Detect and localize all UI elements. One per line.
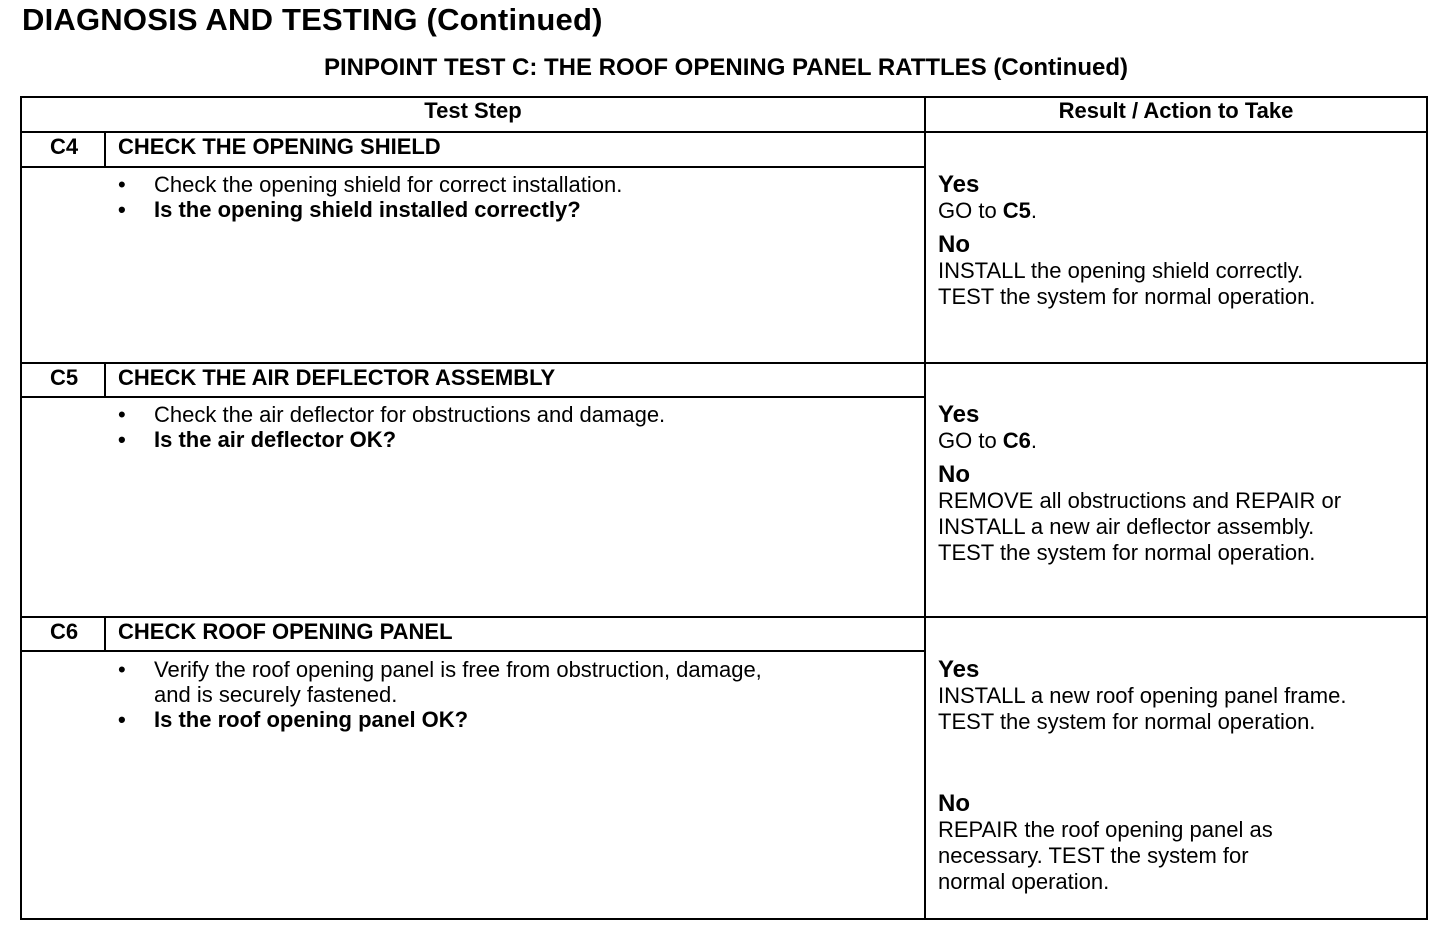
step-instructions xyxy=(112,657,912,732)
yes-label: Yes xyxy=(938,401,980,428)
step-title: CHECK ROOF OPENING PANEL xyxy=(118,619,453,644)
test-subtitle-text: PINPOINT TEST C: THE ROOF OPENING PANEL RATTLES (Continued) xyxy=(324,54,1128,81)
yes-label: Yes xyxy=(938,656,980,683)
yes-action-text: GO to xyxy=(938,428,1003,453)
no-action-line: REPAIR the roof opening panel as xyxy=(938,817,1273,842)
yes-action xyxy=(938,198,1424,224)
no-action-line: REMOVE all obstructions and REPAIR or xyxy=(938,488,1342,513)
column-header-result: Result / Action to Take xyxy=(1058,98,1294,123)
step-title: CHECK THE OPENING SHIELD xyxy=(118,134,441,159)
no-action-line: necessary. TEST the system for xyxy=(938,843,1249,868)
no-action-line: normal operation. xyxy=(938,869,1110,894)
no-action-line: TEST the system for normal operation. xyxy=(938,540,1316,565)
step-row-divider xyxy=(21,362,1427,364)
yes-action xyxy=(938,428,1424,454)
no-label: No xyxy=(938,790,970,817)
goto-step-link[interactable]: C5 xyxy=(1002,198,1031,223)
step-title: CHECK THE AIR DEFLECTOR ASSEMBLY xyxy=(118,365,556,390)
no-action-line: INSTALL a new air deflector assembly. xyxy=(938,514,1315,539)
step-row-divider xyxy=(21,616,1427,618)
instruction-question: • Is the roof opening panel OK? xyxy=(112,707,912,732)
step-title-divider xyxy=(21,650,925,652)
yes-action-end: . xyxy=(1030,198,1038,223)
column-header-test-step: Test Step xyxy=(424,98,522,123)
step-id: C5 xyxy=(49,365,79,390)
test-subtitle xyxy=(0,54,1456,82)
step-result xyxy=(938,172,1424,310)
no-label: No xyxy=(938,461,970,488)
no-label: No xyxy=(938,231,970,258)
instruction-item: • Check the opening shield for correct installation. xyxy=(112,172,912,197)
yes-action-text: GO to xyxy=(938,198,1003,223)
step-instructions xyxy=(112,402,912,452)
yes-action-line: TEST the system for normal operation. xyxy=(938,709,1316,734)
no-action-line: INSTALL the opening shield correctly. xyxy=(938,258,1304,283)
step-result-no xyxy=(938,791,1424,895)
instruction-line: Verify the roof opening panel is free from obstruction, damage, xyxy=(154,657,762,682)
yes-action-end: . xyxy=(1030,428,1038,453)
step-result xyxy=(938,402,1424,566)
page-title: DIAGNOSIS AND TESTING (Continued) xyxy=(22,2,603,37)
yes-action-line: INSTALL a new roof opening panel frame. xyxy=(938,683,1347,708)
instruction-question: • Is the air deflector OK? xyxy=(112,427,912,452)
instruction-line: and is securely fastened. xyxy=(154,682,398,707)
instruction-question: • Is the opening shield installed correctly? xyxy=(112,197,912,222)
header-row-divider xyxy=(21,131,1427,133)
column-divider xyxy=(924,97,926,919)
step-id: C6 xyxy=(49,619,79,644)
step-title-divider xyxy=(21,166,925,168)
no-action-line: TEST the system for normal operation. xyxy=(938,284,1316,309)
step-instructions xyxy=(112,172,912,222)
goto-step-link[interactable]: C6 xyxy=(1002,428,1031,453)
yes-label: Yes xyxy=(938,171,980,198)
step-id: C4 xyxy=(49,134,79,159)
instruction-item xyxy=(112,657,912,707)
step-title-divider xyxy=(21,396,925,398)
instruction-item: • Check the air deflector for obstructions and damage. xyxy=(112,402,912,427)
step-result xyxy=(938,657,1424,735)
